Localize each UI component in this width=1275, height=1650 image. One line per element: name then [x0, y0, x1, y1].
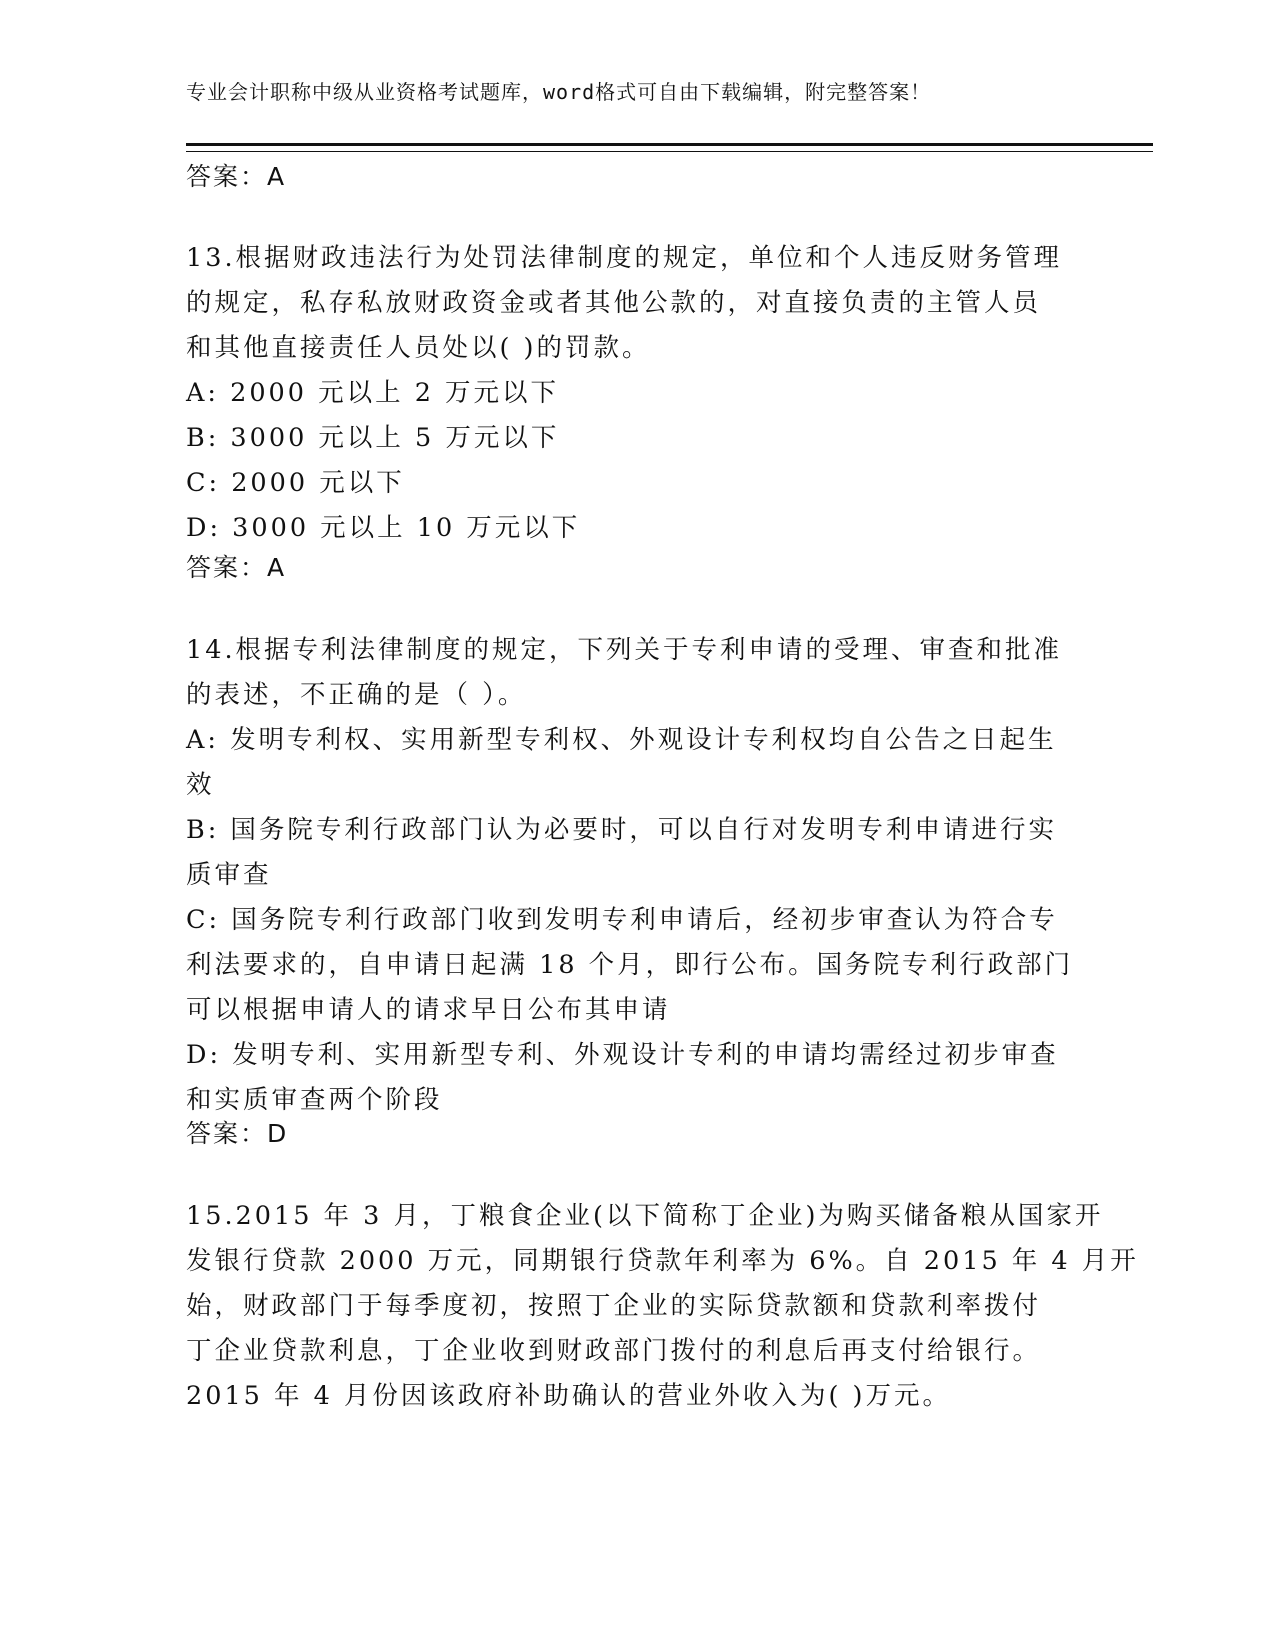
question-15 — [186, 1194, 1139, 1419]
option-a: A: 2000 元以上 2 万元以下 — [186, 378, 560, 408]
answer-14: 答案：D — [186, 1119, 289, 1148]
question-text-line: 13.根据财政违法行为处罚法律制度的规定，单位和个人违反财务管理 — [186, 243, 1063, 273]
option-c: C: 国务院专利行政部门收到发明专利申请后，经初步审查认为符合专 — [186, 905, 1058, 935]
question-text-line: 2015 年 4 月份因该政府补助确认的营业外收入为( )万元。 — [186, 1381, 951, 1411]
option-b-continued: 质审查 — [186, 860, 272, 890]
option-a-continued: 效 — [186, 770, 215, 800]
option-c-continued: 利法要求的，自申请日起满 18 个月，即行公布。国务院专利行政部门 — [186, 950, 1074, 980]
option-d-continued: 和实质审查两个阶段 — [186, 1085, 443, 1115]
question-text-line: 发银行贷款 2000 万元，同期银行贷款年利率为 6%。自 2015 年 4 月开 — [186, 1246, 1139, 1276]
option-c-continued: 可以根据申请人的请求早日公布其申请 — [186, 995, 671, 1025]
option-d: D: 发明专利、实用新型专利、外观设计专利的申请均需经过初步审查 — [186, 1040, 1059, 1070]
question-text-line: 和其他直接责任人员处以( )的罚款。 — [186, 333, 651, 363]
question-13 — [186, 236, 1076, 551]
question-text-line: 丁企业贷款利息，丁企业收到财政部门拨付的利息后再支付给银行。 — [186, 1336, 1042, 1366]
option-c: C: 2000 元以下 — [186, 468, 405, 498]
answer-13: 答案：A — [186, 553, 287, 582]
question-text-line: 14.根据专利法律制度的规定，下列关于专利申请的受理、审查和批准 — [186, 635, 1063, 665]
question-14 — [186, 628, 1076, 1123]
question-text-line: 始，财政部门于每季度初，按照丁企业的实际贷款额和贷款利率拨付 — [186, 1291, 1042, 1321]
previous-answer: 答案：A — [186, 162, 287, 191]
option-b: B: 国务院专利行政部门认为必要时，可以自行对发明专利申请进行实 — [186, 815, 1057, 845]
header-rule-thin — [186, 151, 1153, 152]
option-a: A: 发明专利权、实用新型专利权、外观设计专利权均自公告之日起生 — [186, 725, 1057, 755]
question-text-line: 的表述，不正确的是（ ）。 — [186, 680, 527, 710]
option-d: D: 3000 元以上 10 万元以下 — [186, 513, 581, 543]
header-rule-thick — [186, 143, 1153, 146]
page-header: 专业会计职称中级从业资格考试题库，word格式可自由下载编辑，附完整答案！ — [186, 80, 932, 104]
option-b: B: 3000 元以上 5 万元以下 — [186, 423, 560, 453]
question-text-line: 15.2015 年 3 月，丁粮食企业(以下简称丁企业)为购买储备粮从国家开 — [186, 1201, 1104, 1231]
question-text-line: 的规定，私存私放财政资金或者其他公款的，对直接负责的主管人员 — [186, 288, 1042, 318]
